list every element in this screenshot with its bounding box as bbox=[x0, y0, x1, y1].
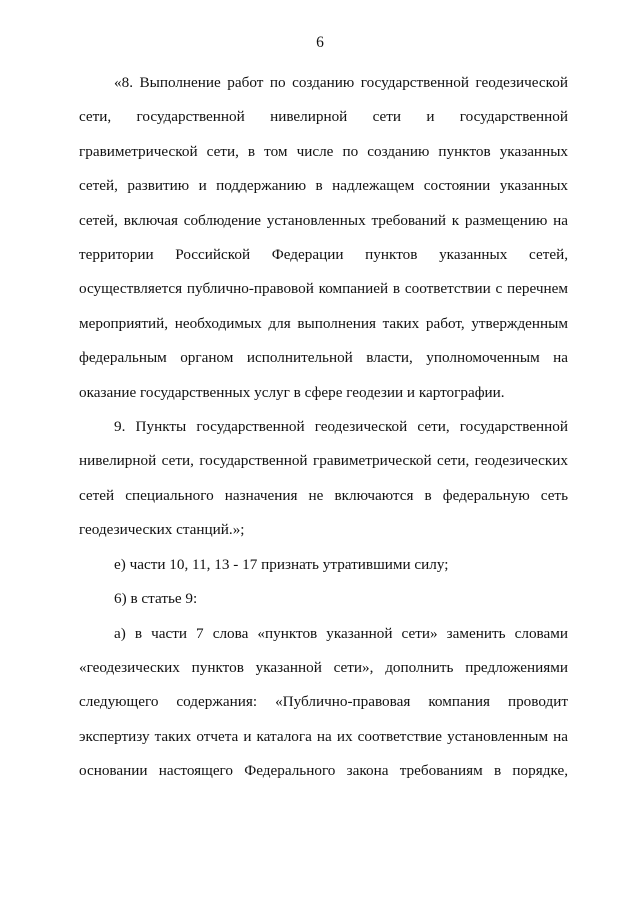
paragraph-item-6: 6) в статье 9: bbox=[114, 590, 198, 608]
paragraph-item-8: «8. Выполнение работ по созданию государственной геодезической сети, государственной нивелирной сети и государственной гравиметрической сети, в том числе по созданию пунктов указанных сетей, развитию и поддержанию в надлежащем состоянии указанных сетей, включая соблюдение установленных требований к размещению на территории Российской Федерации пунктов указанных сетей, осуществляется публично-правовой компанией в соответствии с перечнем мероприятий, необходимых для выполнения таких работ, утвержденным федеральным органом исполнительной власти, уполномоченным на оказание государственных услуг в сфере геодезии и картографии. bbox=[79, 74, 568, 401]
paragraph-subitem-a: а) в части 7 слова «пунктов указанной сети» заменить словами «геодезических пунктов указанной сети», дополнить предложениями следующего содержания: «Публично-правовая компания проводит экспертизу таких отчета и каталога на их соответствие установленным на основании настоящего Федерального закона требованиям в порядке, bbox=[79, 624, 568, 780]
paragraph-item-9: 9. Пункты государственной геодезической сети, государственной нивелирной сети, государственной гравиметрической сети, геодезических сетей специального назначения не включаются в федеральную сеть геодезических станций.»; bbox=[79, 418, 568, 539]
document-body bbox=[79, 66, 568, 789]
page-number: 6 bbox=[316, 34, 324, 51]
paragraph-subitem-e: е) части 10, 11, 13 - 17 признать утратившими силу; bbox=[114, 555, 449, 573]
